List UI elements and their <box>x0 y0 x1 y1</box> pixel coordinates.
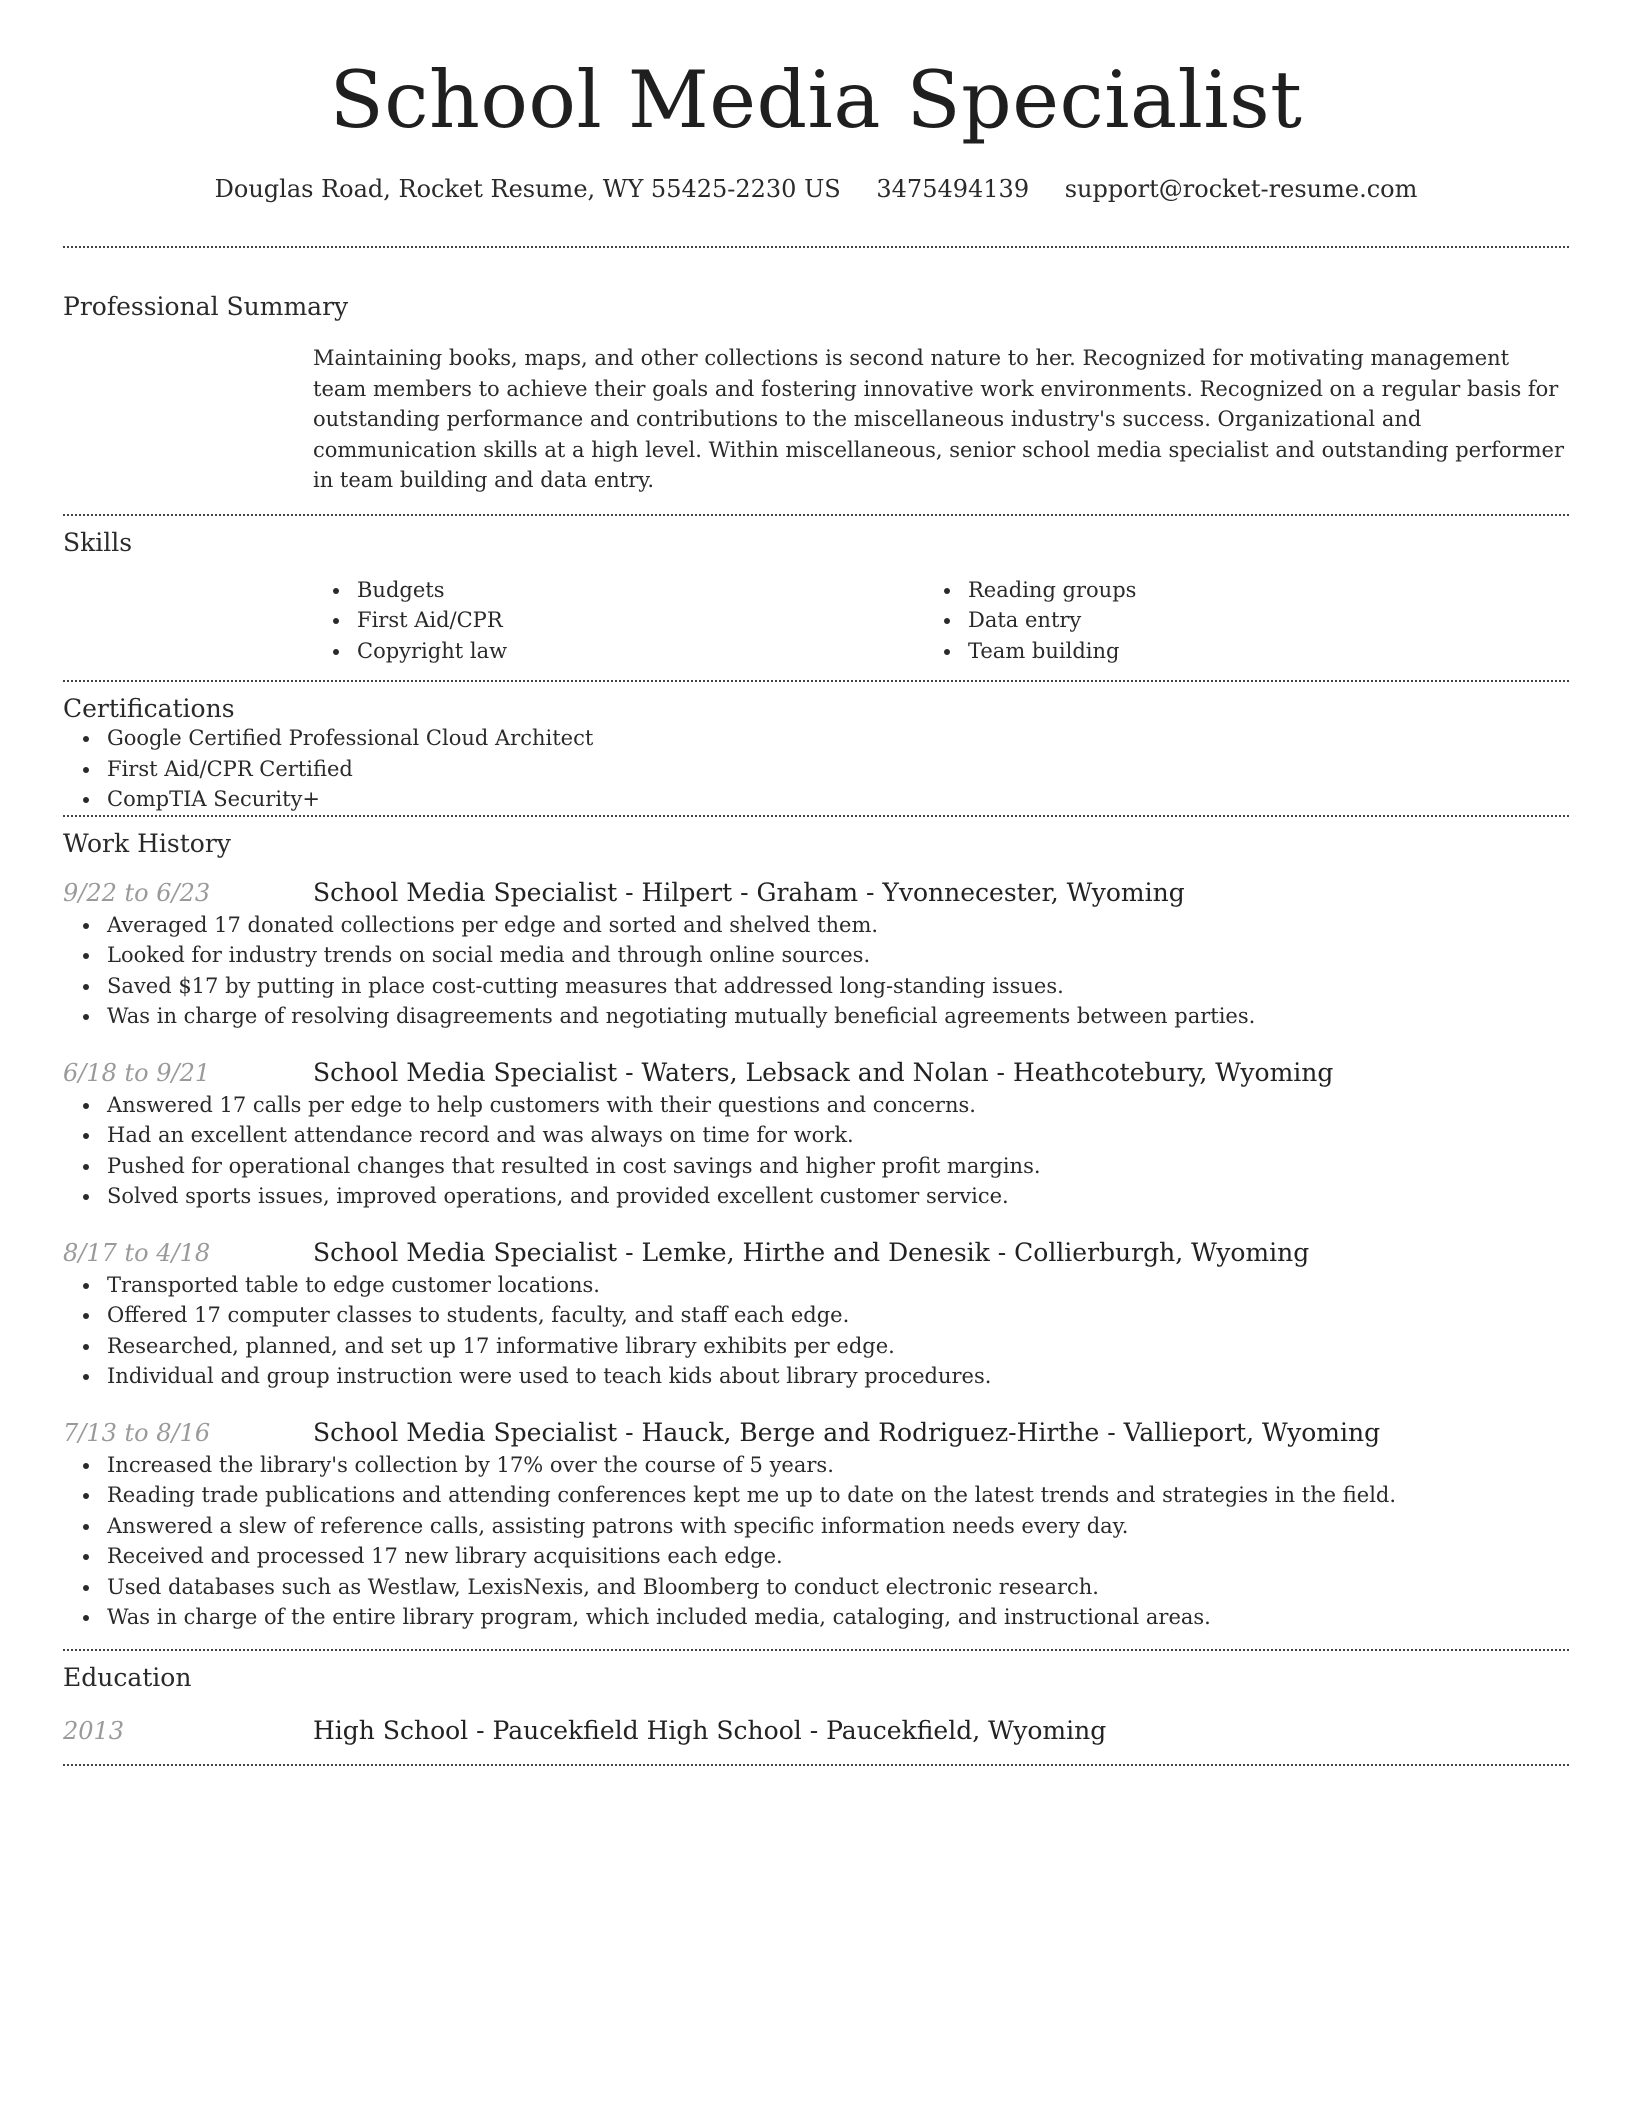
divider <box>63 514 1569 516</box>
section-title-skills: Skills <box>63 527 133 557</box>
summary-text: Maintaining books, maps, and other collections is second nature to her. Recognized for motivating management team members to achieve their goals and fostering innovative work environments. Recognized on a regular basis for outstanding performance and contributions to the miscellaneous industry's success. Organizational and communication skills at a high level. Within miscellaneous, senior school media specialist and outstanding performer in team building and data entry. <box>313 346 1564 492</box>
section-title-certifications: Certifications <box>63 694 235 723</box>
education-title: High School - Paucekfield High School - Paucekfield, Wyoming <box>313 1715 1107 1745</box>
job-bullets <box>63 910 1569 1032</box>
job-bullet: Offered 17 computer classes to students, faculty, and staff each edge. <box>63 1300 1569 1331</box>
certification-item: CompTIA Security+ <box>63 784 1569 815</box>
job-bullet: Solved sports issues, improved operations, and provided excellent customer service. <box>63 1181 1569 1212</box>
job-bullet: Individual and group instruction were used to teach kids about library procedures. <box>63 1361 1569 1392</box>
divider <box>63 1764 1569 1766</box>
job-dates: 6/18 to 9/21 <box>63 1058 211 1087</box>
job-dates: 9/22 to 6/23 <box>63 878 211 907</box>
job-title: School Media Specialist - Lemke, Hirthe and Denesik - Collierburgh, Wyoming <box>313 1237 1310 1267</box>
job-entry <box>63 1056 1569 1212</box>
job-bullets <box>63 1270 1569 1392</box>
job-title: School Media Specialist - Hilpert - Graham - Yvonnecester, Wyoming <box>313 877 1185 907</box>
certification-item: First Aid/CPR Certified <box>63 754 1569 785</box>
job-entry <box>63 1416 1569 1633</box>
skill-item: Data entry <box>924 605 1535 636</box>
contact-phone: 3475494139 <box>876 175 1030 203</box>
skills-list <box>313 575 1569 667</box>
job-bullet: Pushed for operational changes that resulted in cost savings and higher profit margins. <box>63 1151 1569 1182</box>
divider <box>63 680 1569 682</box>
job-dates: 8/17 to 4/18 <box>63 1238 211 1267</box>
skills-column-right <box>924 575 1535 667</box>
job-entry <box>63 876 1569 1032</box>
contact-email: support@rocket-resume.com <box>1064 175 1418 203</box>
skill-item: First Aid/CPR <box>313 605 924 636</box>
job-title: School Media Specialist - Waters, Lebsack and Nolan - Heathcotebury, Wyoming <box>313 1057 1334 1087</box>
job-bullet: Reading trade publications and attending conferences kept me up to date on the latest trends and strategies in the field. <box>63 1480 1569 1511</box>
job-bullet: Was in charge of resolving disagreements and negotiating mutually beneficial agreements between parties. <box>63 1001 1569 1032</box>
education-entry <box>63 1714 1569 1748</box>
job-bullets <box>63 1090 1569 1212</box>
job-bullets <box>63 1450 1569 1633</box>
job-bullet: Was in charge of the entire library program, which included media, cataloging, and instructional areas. <box>63 1602 1569 1633</box>
job-bullet: Answered a slew of reference calls, assisting patrons with specific information needs every day. <box>63 1511 1569 1542</box>
resume-name: School Media Specialist <box>329 54 1303 146</box>
job-dates: 7/13 to 8/16 <box>63 1418 211 1447</box>
job-bullet: Saved $17 by putting in place cost-cutting measures that addressed long-standing issues. <box>63 971 1569 1002</box>
job-bullet: Answered 17 calls per edge to help customers with their questions and concerns. <box>63 1090 1569 1121</box>
job-bullet: Looked for industry trends on social media and through online sources. <box>63 940 1569 971</box>
job-bullet: Researched, planned, and set up 17 informative library exhibits per edge. <box>63 1331 1569 1362</box>
contact-address: Douglas Road, Rocket Resume, WY 55425-2230 US <box>214 175 841 203</box>
section-title-work-history: Work History <box>63 828 231 858</box>
divider <box>63 815 1569 817</box>
job-bullet: Averaged 17 donated collections per edge and sorted and shelved them. <box>63 910 1569 941</box>
job-bullet: Had an excellent attendance record and was always on time for work. <box>63 1120 1569 1151</box>
section-title-summary: Professional Summary <box>63 292 349 321</box>
job-entry <box>63 1236 1569 1392</box>
skills-column-left <box>313 575 924 667</box>
job-title: School Media Specialist - Hauck, Berge and Rodriguez-Hirthe - Vallieport, Wyoming <box>313 1417 1381 1447</box>
skill-item: Budgets <box>313 575 924 606</box>
skill-item: Reading groups <box>924 575 1535 606</box>
job-bullet: Increased the library's collection by 17% over the course of 5 years. <box>63 1450 1569 1481</box>
divider <box>63 246 1569 248</box>
job-bullet: Transported table to edge customer locations. <box>63 1270 1569 1301</box>
education-year: 2013 <box>63 1716 125 1745</box>
section-title-education: Education <box>63 1662 192 1692</box>
divider <box>63 1649 1569 1651</box>
job-bullet: Used databases such as Westlaw, LexisNexis, and Bloomberg to conduct electronic research. <box>63 1572 1569 1603</box>
skill-item: Team building <box>924 636 1535 667</box>
skill-item: Copyright law <box>313 636 924 667</box>
certifications-list <box>63 723 1569 815</box>
certification-item: Google Certified Professional Cloud Architect <box>63 723 1569 754</box>
job-bullet: Received and processed 17 new library acquisitions each edge. <box>63 1541 1569 1572</box>
contact-line <box>63 174 1569 204</box>
